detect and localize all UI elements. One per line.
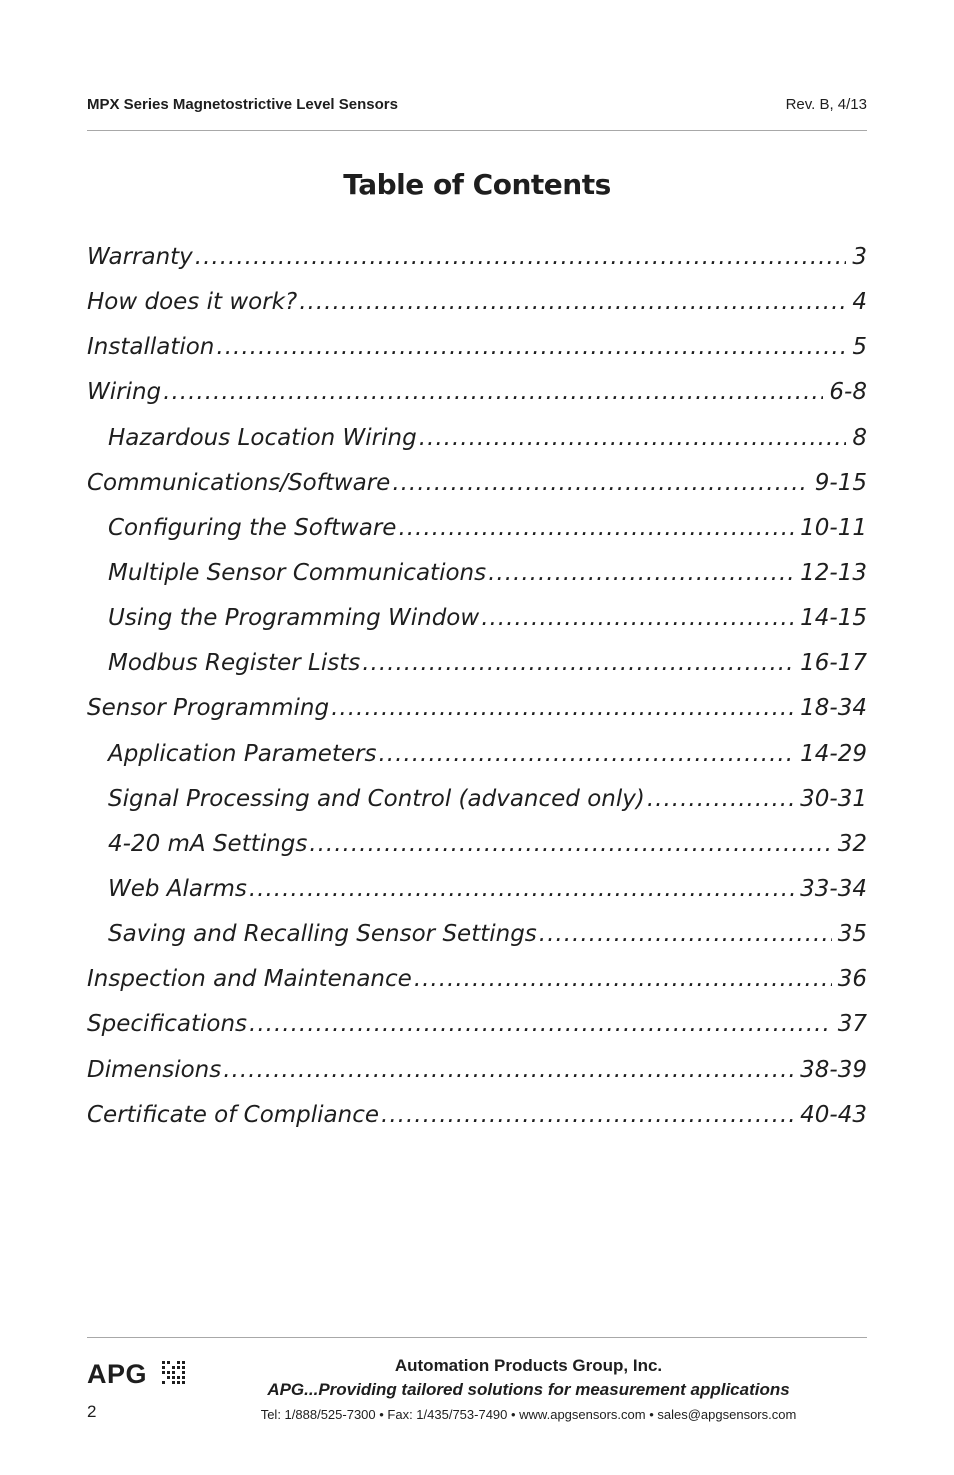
toc-entry-label: Application Parameters <box>108 740 377 767</box>
toc-dot-leader <box>249 1011 832 1037</box>
toc-entry[interactable] <box>87 966 867 1011</box>
document-title: MPX Series Magnetostrictive Level Sensors <box>87 96 398 113</box>
page-number: 2 <box>87 1402 97 1421</box>
toc-entry-label: Dimensions <box>87 1056 222 1083</box>
toc-entry-page: 16-17 <box>800 650 867 677</box>
toc-dot-leader <box>249 876 794 902</box>
toc-entry-label: Specifications <box>87 1011 248 1038</box>
toc-entry[interactable] <box>87 876 867 921</box>
toc-heading: Table of Contents <box>343 168 611 201</box>
toc-dot-leader <box>488 560 794 586</box>
toc-dot-leader <box>309 831 831 857</box>
toc-dot-leader <box>392 470 808 496</box>
toc-entry-page: 6-8 <box>829 379 867 406</box>
toc-dot-leader <box>331 695 794 721</box>
toc-entry-label: How does it work? <box>87 289 298 316</box>
toc-entry-label: Multiple Sensor Communications <box>108 559 487 586</box>
toc-entry[interactable] <box>87 515 867 560</box>
toc-entry-page: 37 <box>837 1011 867 1038</box>
toc-entry-page: 36 <box>837 966 867 993</box>
toc-entry[interactable] <box>87 831 867 876</box>
toc-entry[interactable] <box>87 334 867 379</box>
toc-entry-page: 10-11 <box>800 514 867 541</box>
toc-entry[interactable] <box>87 244 867 289</box>
toc-dot-leader <box>223 1057 794 1083</box>
toc-entry[interactable] <box>87 560 867 605</box>
toc-entry-page: 12-13 <box>800 559 867 586</box>
toc-entry-page: 5 <box>852 334 867 361</box>
toc-entry-label: Warranty <box>87 244 193 270</box>
toc-entry[interactable] <box>87 786 867 831</box>
header-divider <box>87 130 867 131</box>
toc-dot-leader <box>539 921 832 947</box>
logo-dot-grid-icon <box>162 1361 186 1387</box>
toc-dot-leader <box>379 741 795 767</box>
toc-dot-leader <box>163 379 823 405</box>
toc-entry[interactable] <box>87 650 867 695</box>
toc-entry-page: 8 <box>852 424 867 451</box>
toc-dot-leader <box>195 244 847 270</box>
toc-dot-leader <box>398 515 794 541</box>
toc-entry[interactable] <box>87 1011 867 1056</box>
toc-entry-page: 40-43 <box>800 1101 867 1128</box>
apg-logo <box>87 1358 187 1390</box>
toc-dot-leader <box>419 425 847 451</box>
toc-entry-label: Certificate of Compliance <box>87 1101 380 1128</box>
toc-entry-label: Installation <box>87 334 215 361</box>
toc-entry-label: Using the Programming Window <box>108 605 480 632</box>
logo-text: APG <box>87 1359 148 1389</box>
toc-entry-page: 38-39 <box>800 1056 867 1083</box>
contact-info: Tel: 1/888/525-7300 • Fax: 1/435/753-7490 • www.apgsensors.com • sales@apgsensors.com <box>260 1407 797 1422</box>
toc-entry[interactable] <box>87 921 867 966</box>
toc-dot-leader <box>216 334 846 360</box>
page-header <box>87 96 867 120</box>
toc-entry-label: Sensor Programming <box>87 695 330 722</box>
toc-entry-label: Wiring <box>87 379 162 406</box>
toc-entry[interactable] <box>87 1057 867 1102</box>
toc-entry[interactable] <box>87 425 867 470</box>
toc-dot-leader <box>299 289 846 315</box>
toc-entry[interactable] <box>87 1102 867 1147</box>
toc-entry-page: 35 <box>837 921 867 948</box>
toc-entry-page: 30-31 <box>800 785 867 812</box>
toc-entry-page: 9-15 <box>814 469 867 496</box>
toc-entry-page: 3 <box>852 244 867 270</box>
toc-dot-leader <box>647 786 794 812</box>
table-of-contents <box>87 244 867 1147</box>
toc-entry[interactable] <box>87 605 867 650</box>
toc-entry-page: 14-15 <box>800 605 867 632</box>
toc-entry-label: Inspection and Maintenance <box>87 966 412 993</box>
toc-entry-label: Web Alarms <box>108 875 247 902</box>
toc-dot-leader <box>414 966 832 992</box>
toc-entry-page: 32 <box>837 830 867 857</box>
toc-entry-label: Hazardous Location Wiring <box>108 424 417 451</box>
toc-entry-page: 14-29 <box>800 740 867 767</box>
toc-dot-leader <box>481 605 794 631</box>
revision-label: Rev. B, 4/13 <box>785 96 867 113</box>
company-name: Automation Products Group, Inc. <box>394 1356 663 1375</box>
toc-entry[interactable] <box>87 379 867 424</box>
toc-entry-page: 18-34 <box>800 695 867 722</box>
toc-dot-leader <box>381 1102 794 1128</box>
toc-entry-label: Saving and Recalling Sensor Settings <box>108 921 537 948</box>
toc-entry-label: Communications/Software <box>87 469 391 496</box>
toc-entry-label: Modbus Register Lists <box>108 650 361 677</box>
toc-entry[interactable] <box>87 741 867 786</box>
toc-entry[interactable] <box>87 470 867 515</box>
toc-dot-leader <box>362 650 794 676</box>
toc-entry-page: 33-34 <box>800 875 867 902</box>
toc-entry[interactable] <box>87 695 867 740</box>
toc-entry-page: 4 <box>852 289 867 316</box>
toc-entry-label: 4-20 mA Settings <box>108 830 308 857</box>
company-tagline: APG...Providing tailored solutions for measurement applications <box>267 1380 790 1399</box>
toc-entry-label: Signal Processing and Control (advanced only) <box>108 785 645 812</box>
toc-entry[interactable] <box>87 289 867 334</box>
toc-entry-label: Configuring the Software <box>108 514 397 541</box>
footer-divider <box>87 1337 867 1338</box>
